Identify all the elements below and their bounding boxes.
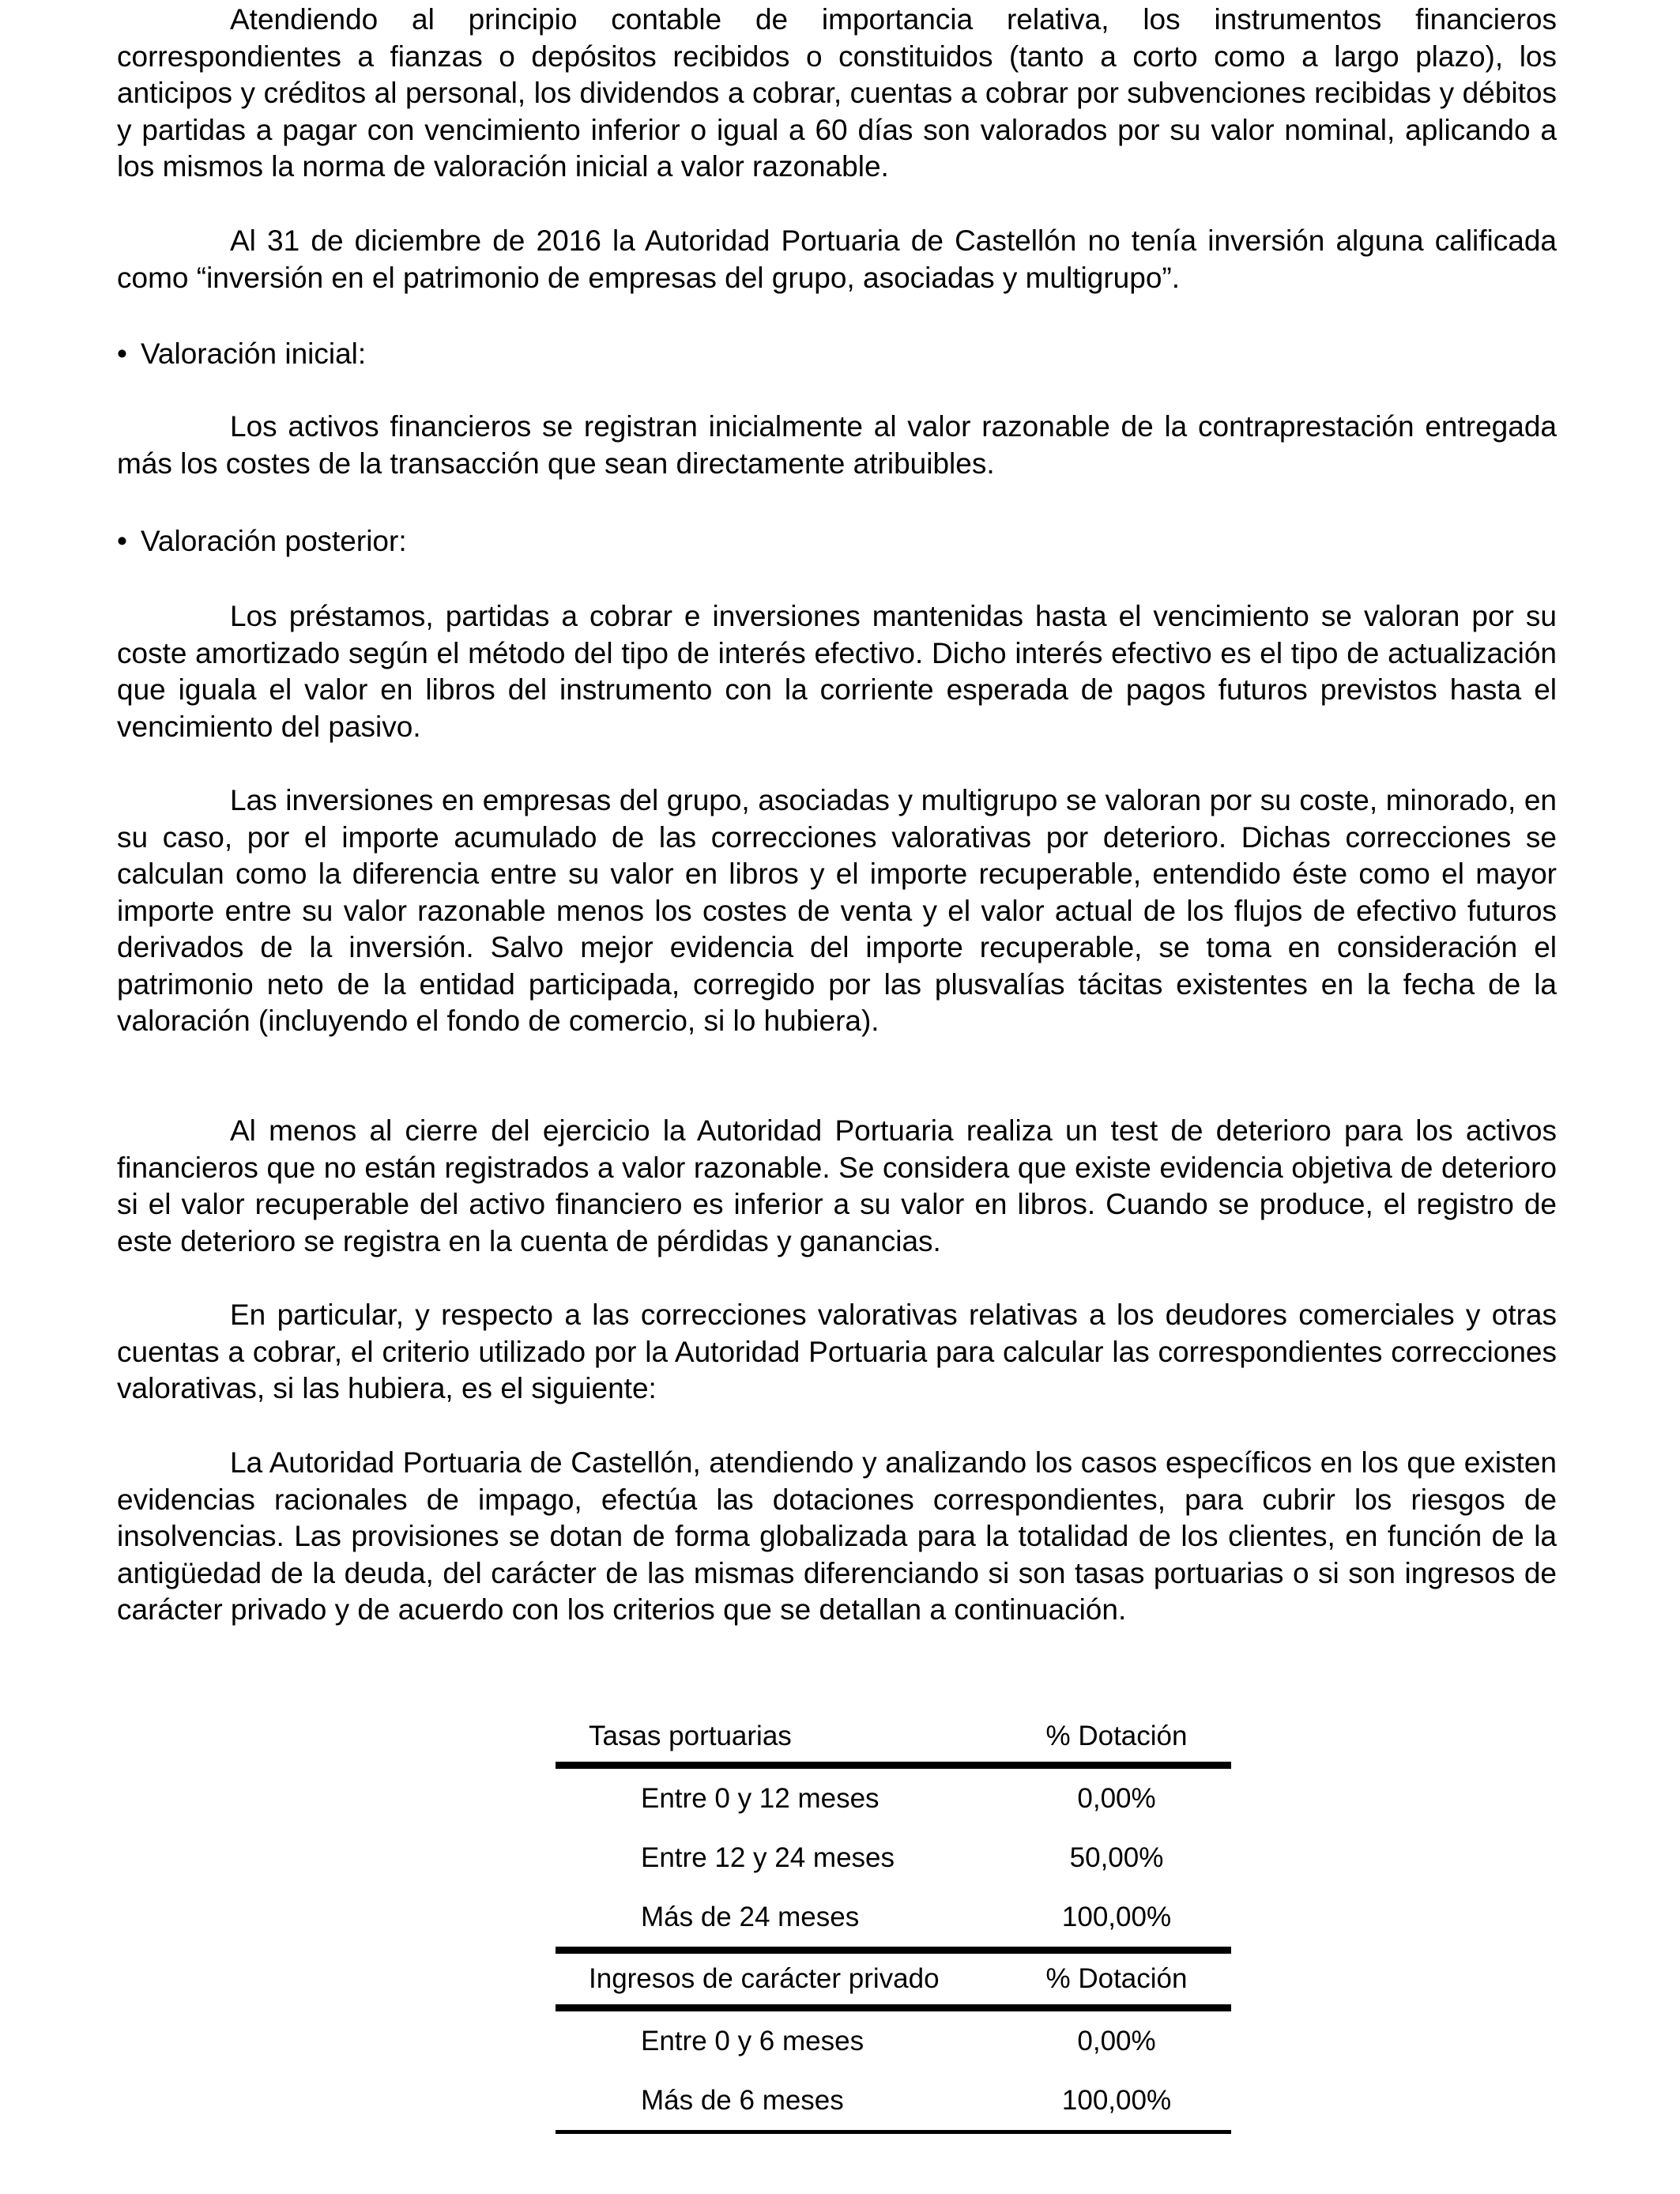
header-tasas-portuarias: Tasas portuarias — [589, 1721, 792, 1751]
table-rule-bottom — [556, 2130, 1231, 2134]
paragraph-importancia-relativa: Atendiendo al principio contable de importancia relativa, los instrumentos financieros correspondientes a fianzas o depósitos recibidos o constituidos (tanto a corto como a largo plazo), los anticipos y créditos al personal, los dividendos a cobrar, cuentas a cobrar por subvenciones recibidas y débitos y partidas a pagar con vencimiento inferior o igual a 60 días son valorados por su valor nominal, aplicando a los mismos la norma de valoración inicial a valor razonable. — [117, 3, 1557, 183]
table-header-tasas — [556, 1711, 1231, 1762]
paragraph-correcciones-valorativas: En particular, y respecto a las correcciones valorativas relativas a los deudores comerciales y otras cuentas a cobrar, el criterio utilizado por la Autoridad Portuaria para calcular las correspondientes correcciones valorativas, si las hubiera, es el siguiente: — [117, 1299, 1557, 1404]
row-value: 0,00% — [1077, 1783, 1156, 1814]
row-label: Entre 0 y 12 meses — [641, 1783, 880, 1814]
bullet-label: Valoración inicial: — [141, 337, 367, 370]
table-row — [556, 1828, 1231, 1887]
table-row — [556, 1887, 1231, 1947]
table-row — [556, 2011, 1231, 2071]
bullet-icon: • — [117, 337, 127, 370]
paragraph-provisiones-insolvencias: La Autoridad Portuaria de Castellón, atendiendo y analizando los casos específicos en los que existen evidencias racionales de impago, efectúa las dotaciones correspondientes, para cubrir los riesgos de insolvencias. Las provisiones se dotan de forma globalizada para la totalidad de los clientes, en función de la antigüedad de la deuda, del carácter de las mismas diferenciando si son tasas portuarias o si son ingresos de carácter privado y de acuerdo con los criterios que se detallan a continuación. — [117, 1446, 1557, 1626]
row-value: 100,00% — [1061, 1902, 1172, 1932]
table-rule — [556, 2004, 1231, 2011]
header-ingresos-privado: Ingresos de carácter privado — [589, 1963, 940, 1994]
row-label: Más de 24 meses — [641, 1902, 860, 1932]
row-value: 50,00% — [1069, 1842, 1164, 1873]
header-dotacion: % Dotación — [1045, 1721, 1188, 1751]
bullet-valoracion-posterior — [117, 523, 1557, 560]
row-value: 0,00% — [1077, 2026, 1156, 2056]
paragraph-activos-registro: Los activos financieros se registran inicialmente al valor razonable de la contraprestación entregada más los costes de la transacción que sean directamente atribuibles. — [117, 410, 1557, 480]
paragraph-inversion-patrimonio: Al 31 de diciembre de 2016 la Autoridad Portuaria de Castellón no tenía inversión alguna calificada como “inversión en el patrimonio de empresas del grupo, asociadas y multigrupo”. — [117, 224, 1557, 294]
table-rule — [556, 1947, 1231, 1954]
dotacion-table — [556, 1711, 1231, 2134]
table-row — [556, 2071, 1231, 2130]
bullet-label: Valoración posterior: — [141, 525, 407, 557]
row-label: Entre 12 y 24 meses — [641, 1842, 895, 1873]
bullet-valoracion-inicial — [117, 336, 1557, 373]
row-value: 100,00% — [1061, 2085, 1172, 2116]
paragraph-inversiones-empresas-grupo: Las inversiones en empresas del grupo, asociadas y multigrupo se valoran por su coste, minorado, en su caso, por el importe acumulado de las correcciones valorativas por deterioro. Dichas correcciones se calculan como la diferencia entre su valor en libros y el importe recuperable, entendido éste como el mayor importe entre su valor razonable menos los costes de venta y el valor actual de los flujos de efectivo futuros derivados de la inversión. Salvo mejor evidencia del importe recuperable, se toma en consideración el patrimonio neto de la entidad participada, corregido por las plusvalías tácitas existentes en la fecha de la valoración (incluyendo el fondo de comercio, si lo hubiera). — [117, 784, 1557, 1037]
bullet-icon: • — [117, 525, 127, 557]
row-label: Entre 0 y 6 meses — [641, 2026, 864, 2056]
table-header-ingresos — [556, 1954, 1231, 2004]
table-row — [556, 1769, 1231, 1828]
paragraph-test-deterioro: Al menos al cierre del ejercicio la Autoridad Portuaria realiza un test de deterioro para los activos financieros que no están registrados a valor razonable. Se considera que existe evidencia objetiva de deterioro si el valor recuperable del activo financiero es inferior a su valor en libros. Cuando se produce, el registro de este deterioro se registra en la cuenta de pérdidas y ganancias. — [117, 1114, 1557, 1257]
header-dotacion: % Dotación — [1045, 1963, 1188, 1994]
paragraph-prestamos-coste-amortizado: Los préstamos, partidas a cobrar e inversiones mantenidas hasta el vencimiento se valoran por su coste amortizado según el método del tipo de interés efectivo. Dicho interés efectivo es el tipo de actualización que iguala el valor en libros del instrumento con la corriente esperada de pagos futuros previstos hasta el vencimiento del pasivo. — [117, 600, 1557, 743]
table-rule — [556, 1762, 1231, 1769]
row-label: Más de 6 meses — [641, 2085, 844, 2116]
